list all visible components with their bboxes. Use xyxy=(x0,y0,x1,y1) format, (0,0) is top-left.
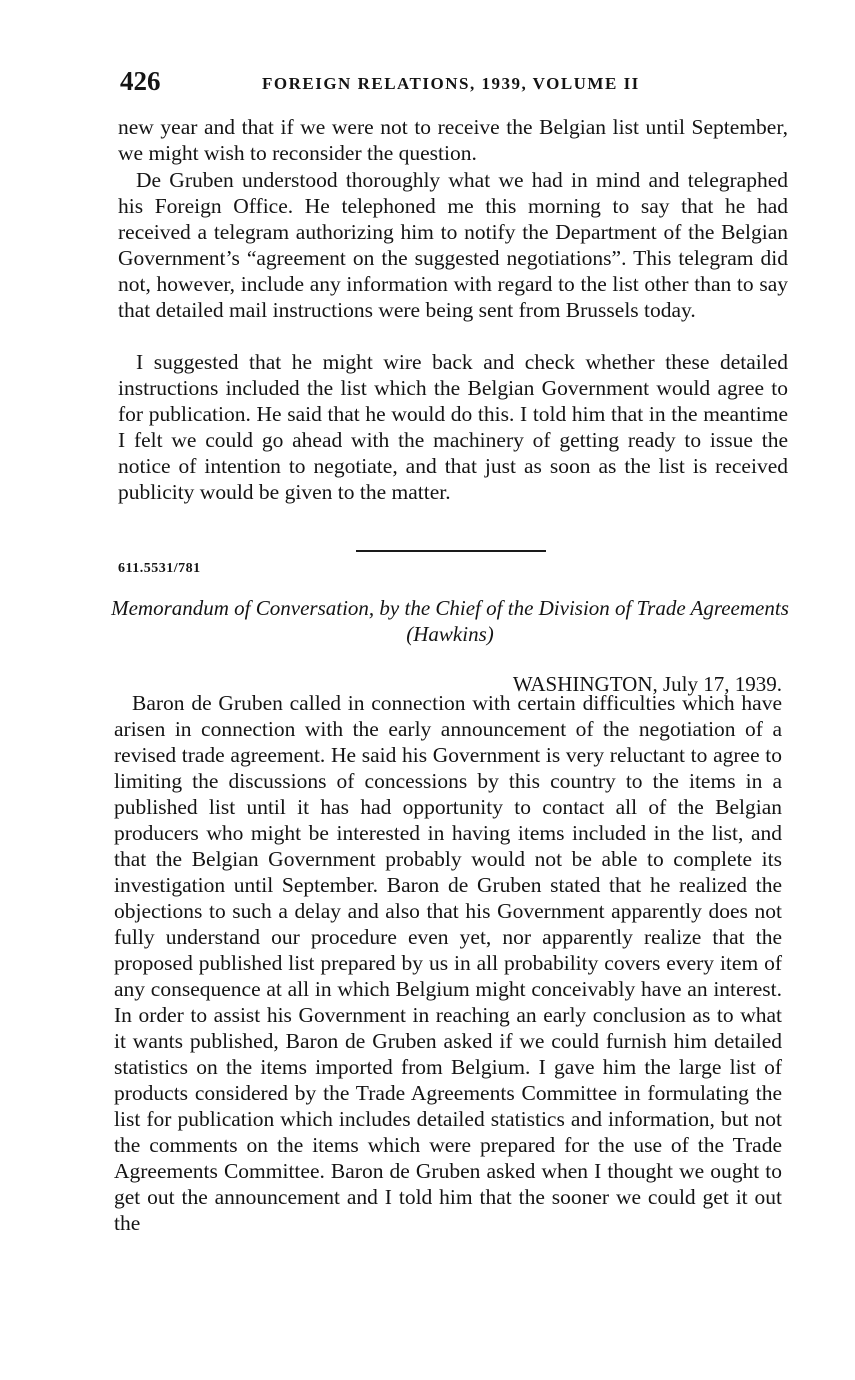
dateline: WASHINGTON, July 17, 1939. xyxy=(512,672,782,696)
section-divider xyxy=(356,550,546,552)
paragraph-text: De Gruben understood thoroughly what we had in mind and telegraphed his Foreign Office. He telephoned me this morning to say that he had received a telegram authorizing him to notify the Department of the Belgian Government’s “agreement on the suggested negotiations”. This telegram did not, however, include any information with regard to the list other than to say that detailed mail instructions were being sent from Brussels today. xyxy=(118,168,788,322)
body-paragraph xyxy=(114,690,782,1236)
document-title: Memorandum of Conversation, by the Chief of the Division of Trade Agreements (Hawkins) xyxy=(111,596,789,646)
paragraph-text: Baron de Gruben called in connection with certain difficulties which have arisen in connection with the early announcement of the negotiation of a revised trade agreement. He said his Government is very reluctant to agree to limiting the discussions of concessions by this country to the items in a published list until it has had opportunity to contact all of the Belgian producers who might be interested in having items included in the list, and that the Belgian Government probably would not be able to complete its investigation until September. Baron de Gruben stated that he realized the objections to such a delay and also that his Government apparently does not fully understand our procedure even yet, nor apparently realize that the proposed published list prepared by us in all probability covers every item of any consequence at all in which Belgium might conceivably have an interest. In order to assist his Government in reaching an early conclusion as to what it wants published, Baron de Gruben asked if we could furnish him detailed statistics on the items imported from Belgium. I gave him the large list of products considered by the Trade Agreements Committee in formulating the list for publication which includes detailed statistics and information, but not the comments on the items which were prepared for the use of the Trade Agreements Committee. Baron de Gruben asked when I thought we ought to get out the announcement and I told him that the sooner we could get it out the xyxy=(114,691,782,1235)
body-paragraph xyxy=(118,114,788,166)
paragraph-text: I suggested that he might wire back and check whether these detailed instructions included the list which the Belgian Government would agree to for publication. He said that he would do this. I told him that in the meantime I felt we could go ahead with the machinery of getting ready to issue the notice of intention to negotiate, and that just as soon as the list is received publicity would be given to the matter. xyxy=(118,350,788,504)
running-header xyxy=(120,66,790,102)
page-number: 426 xyxy=(120,66,161,96)
body-paragraph xyxy=(118,167,788,323)
paragraph-text: new year and that if we were not to receive the Belgian list until September, we might wish to reconsider the question. xyxy=(118,115,788,165)
body-paragraph xyxy=(118,349,788,505)
running-header-title: FOREIGN RELATIONS, 1939, VOLUME II xyxy=(262,74,640,93)
file-number: 611.5531/781 xyxy=(118,561,201,576)
